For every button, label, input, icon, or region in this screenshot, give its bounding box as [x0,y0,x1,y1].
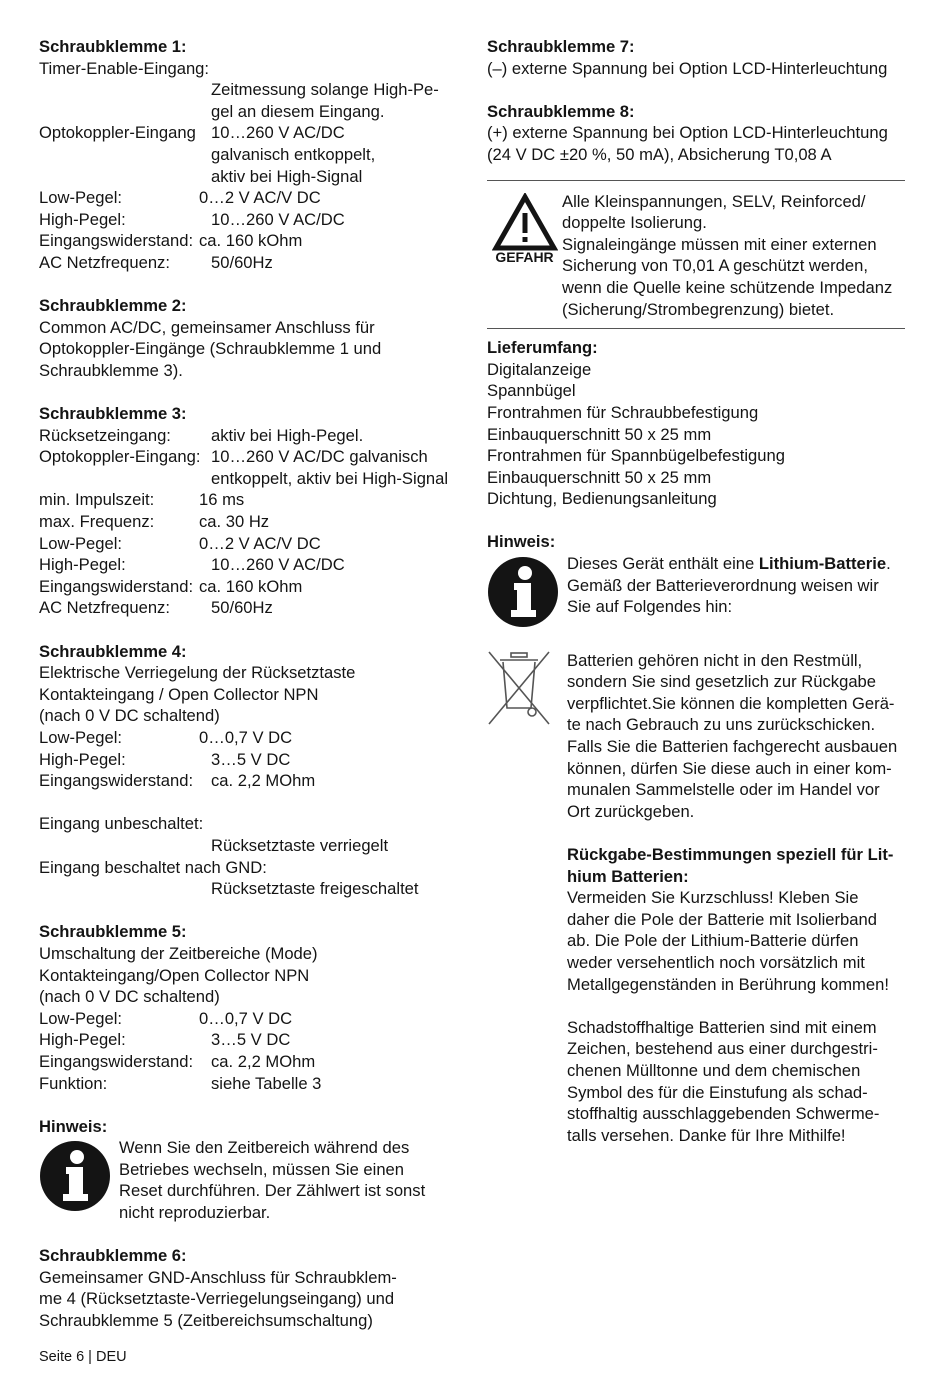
section-heading: Lieferumfang: [487,338,598,358]
spec-row [39,230,459,252]
spec-key: Rücksetzeingang: [39,425,171,445]
spec-key: High-Pegel: [39,1030,126,1050]
spec-row [39,187,459,209]
spec-row [39,511,459,533]
spec-row [39,489,459,511]
text-line: (nach 0 V DC schaltend) [39,987,220,1007]
text-line: Betriebes wechseln, müssen Sie einen [119,1159,405,1179]
spec-row [39,597,459,619]
spec-value: 3…5 V DC [211,1030,291,1050]
info-icon [39,1137,119,1223]
section-heading: Hinweis: [487,532,556,552]
text-line: Sie auf Folgendes hin: [567,597,733,617]
text-line: Batterien gehören nicht in den Restmüll, [567,650,863,670]
text-line: Rücksetztaste verriegelt [211,835,389,855]
spec-key: Eingangswiderstand: [39,1051,194,1071]
text-line: Sicherung von T0,01 A geschützt werden, [562,256,868,276]
spacer [567,822,905,844]
spec-value: 50/60Hz [211,598,273,618]
text-line: weder versehentlich noch vorsätzlich mit [567,952,865,972]
spec-row [39,122,459,144]
spec-row [39,425,459,447]
text-line: können, dürfen Sie diese auch in einer kom- [567,758,892,778]
list-item: Frontrahmen für Spannbügelbefestigung [487,446,785,466]
text-line: Umschaltung der Zeitbereiche (Mode) [39,943,318,963]
text-line: nicht reproduzierbar. [119,1203,271,1223]
section-schraubklemme-6 [39,1245,459,1331]
note-text [567,650,905,1147]
section-heading: Schraubklemme 5: [39,922,187,942]
section-hinweis-left [39,1116,459,1224]
section-heading: Schraubklemme 7: [487,37,635,56]
text-line: Zeichen, bestehend aus einer durchgestri- [567,1039,878,1059]
spec-key: Funktion: [39,1073,108,1093]
section-heading: Schraubklemme 2: [39,296,187,316]
list-item: Einbauquerschnitt 50 x 25 mm [487,424,712,444]
spec-key: AC Netzfrequenz: [39,252,170,272]
spec-value: 3…5 V DC [211,749,291,769]
spec-value: 0…2 V AC/V DC [199,533,321,553]
section-schraubklemme-2 [39,295,459,381]
spec-row [39,576,459,598]
spec-key: Optokoppler-Eingang [39,123,196,143]
text-line: Schadstoffhaltige Batterien sind mit einem [567,1017,877,1037]
text-line: daher die Pole der Batterie mit Isolierband [567,909,877,929]
spec-value: 0…0,7 V DC [199,1008,293,1028]
text-line: Kontakteingang / Open Collector NPN [39,684,319,704]
spec-key: AC Netzfrequenz: [39,598,170,618]
danger-label: GEFAHR [495,248,554,265]
danger-text [562,191,905,321]
text-line: (nach 0 V DC schaltend) [39,706,220,726]
section-hinweis-right [487,531,905,1146]
text-line: chenen Mülltonne und dem chemischen [567,1060,861,1080]
spec-key: Eingangswiderstand: [39,231,194,251]
text-line: gel an diesem Eingang. [211,101,385,121]
text-line: (Sicherung/Strombegrenzung) bietet. [562,299,835,319]
text-line: stoffhaltig ausschlaggebenden Schwerme- [567,1104,880,1124]
spec-key: Low-Pegel: [39,533,123,553]
danger-notice [487,181,905,329]
spec-key: High-Pegel: [39,209,126,229]
text-line: Elektrische Verriegelung der Rücksetztaste [39,663,356,683]
text-line: ab. Die Pole der Lithium-Batterie dürfen [567,931,859,951]
spec-row [39,749,459,771]
text-line: talls versehen. Danke für Ihre Mithilfe! [567,1125,846,1145]
list-item: Frontrahmen für Schraubbefestigung [487,402,759,422]
spec-value: 0…2 V AC/V DC [199,188,321,208]
text-line: Metallgegenständen in Berührung kommen! [567,974,889,994]
list-item: Dichtung, Bedienungsanleitung [487,489,717,509]
spec-row [39,1008,459,1030]
text-line: Symbol des für die Einstufung als schad- [567,1082,868,1102]
text-line: wenn die Quelle keine schützende Impedanz [562,277,893,297]
section-lieferumfang [487,337,905,510]
spec-key: Eingangswiderstand: [39,576,194,596]
spec-value: aktiv bei High-Signal [211,166,363,186]
spec-row [39,1073,459,1095]
note-text [567,553,905,628]
text-line: Eingang beschaltet nach GND: [39,857,267,877]
spec-value: 10…260 V AC/DC [211,555,345,575]
return-heading: Rückgabe-Bestimmungen speziell für Lit- [567,845,894,864]
spacer [39,792,459,814]
spec-row [39,252,459,274]
section-schraubklemme-7 [487,36,905,79]
spec-key: High-Pegel: [39,749,126,769]
text-line: sondern Sie sind gesetzlich zur Rückgabe [567,672,877,692]
spec-value: 10…260 V AC/DC [211,209,345,229]
spec-value: 16 ms [199,490,245,510]
text-line: Gemäß der Batterieverordnung weisen wir [567,575,879,595]
spec-value: 10…260 V AC/DC galvanisch [211,447,428,467]
spec-value: 10…260 V AC/DC [211,123,345,143]
text-line: Reset durchführen. Der Zählwert ist sonst [119,1181,426,1201]
spec-key: Low-Pegel: [39,188,123,208]
spec-row [39,1029,459,1051]
page-footer: Seite 6 | DEU [39,1349,127,1365]
text-line [567,553,905,575]
text-line: Timer-Enable-Eingang: [39,58,210,78]
section-schraubklemme-5 [39,921,459,1094]
list-item: Digitalanzeige [487,359,592,379]
text-line: Schraubklemme 3). [39,360,183,380]
text-line: Zeitmessung solange High-Pe- [211,80,439,100]
crossed-bin-icon [487,650,567,1147]
text-line: Gemeinsamer GND-Anschluss für Schraubklem- [39,1267,397,1287]
text-line: (–) externe Spannung bei Option LCD-Hinterleuchtung [487,58,888,78]
spec-row [39,554,459,576]
warning-triangle-icon [492,193,558,251]
text-line: Rücksetztaste freigeschaltet [211,879,419,899]
spec-value: siehe Tabelle 3 [211,1073,322,1093]
text-line: (+) externe Spannung bei Option LCD-Hinterleuchtung [487,123,888,143]
intro-text: Dieses Gerät enthält eine [567,554,759,574]
text-line: Wenn Sie den Zeitbereich während des [119,1138,410,1158]
text-line: me 4 (Rücksetztaste-Verriegelungseingang) und [39,1289,395,1309]
spec-value: 0…0,7 V DC [199,728,293,747]
section-heading: Schraubklemme 6: [39,1246,187,1266]
text-line: Common AC/DC, gemeinsamer Anschluss für [39,317,375,337]
section-schraubklemme-8 [487,101,905,166]
spec-value: ca. 30 Hz [199,512,270,532]
note-text [119,1137,459,1223]
list-item: Einbauquerschnitt 50 x 25 mm [487,467,712,487]
spec-value: ca. 160 kOhm [199,231,303,251]
divider [487,328,905,329]
text-line: te nach Gebrauch zu uns zurückschicken. [567,715,876,735]
text-line: Optokoppler-Eingänge (Schraubklemme 1 und [39,339,382,359]
left-column [39,36,459,1332]
text-line: Vermeiden Sie Kurzschluss! Kleben Sie [567,888,859,908]
section-heading: Hinweis: [39,1116,108,1136]
intro-end: . [886,554,891,574]
spec-value: galvanisch entkoppelt, [211,144,376,164]
spec-key: Low-Pegel: [39,1008,123,1028]
list-item: Spannbügel [487,381,576,401]
battery-intro [487,553,905,628]
spec-value: 50/60Hz [211,252,273,272]
spec-key: Eingangswiderstand: [39,771,194,791]
spec-key: min. Impulszeit: [39,490,155,510]
text-line: doppelte Isolierung. [562,213,707,233]
spacer [567,995,905,1017]
spec-key: High-Pegel: [39,555,126,575]
text-line: Falls Sie die Batterien fachgerecht ausbauen [567,737,898,757]
spec-value: ca. 160 kOhm [199,576,303,596]
spec-key: Optokoppler-Eingang: [39,447,201,467]
spec-row [39,209,459,231]
spec-value: ca. 2,2 MOhm [211,1051,316,1071]
section-schraubklemme-4 [39,641,459,900]
text-line: Eingang unbeschaltet: [39,814,204,834]
spec-value: aktiv bei High-Pegel. [211,425,364,445]
battery-disposal [487,650,905,1147]
text-line: munalen Sammelstelle oder im Handel vor [567,780,880,800]
section-heading: Schraubklemme 8: [487,101,635,121]
text-line: Signaleingänge müssen mit einer externen [562,234,877,254]
spec-row [39,533,459,555]
danger-box [487,191,562,321]
spec-row [39,727,459,749]
info-icon [487,553,567,628]
text-line: Ort zurückgeben. [567,801,695,821]
info-note [39,1137,459,1223]
text-line: verpflichtet.Sie können die kompletten Gerä- [567,693,895,713]
text-line: (24 V DC ±20 %, 50 mA), Absicherung T0,08 A [487,144,832,164]
section-schraubklemme-1 [39,36,459,274]
intro-bold: Lithium-Batterie [758,554,887,574]
spec-value: ca. 2,2 MOhm [211,771,316,791]
spec-key: Low-Pegel: [39,728,123,747]
spec-key: max. Frequenz: [39,512,155,532]
return-heading: hium Batterien: [567,866,689,886]
section-schraubklemme-3 [39,403,459,619]
section-heading: Schraubklemme 3: [39,404,187,424]
section-heading: Schraubklemme 4: [39,641,187,661]
spec-value: entkoppelt, aktiv bei High-Signal [211,468,449,488]
right-column [487,36,905,1146]
section-heading: Schraubklemme 1: [39,37,187,56]
spec-row [39,1051,459,1073]
spec-row [39,446,459,468]
text-line: Schraubklemme 5 (Zeitbereichsumschaltung) [39,1311,373,1331]
text-line: Kontakteingang/Open Collector NPN [39,965,310,985]
spec-row [39,770,459,792]
text-line: Alle Kleinspannungen, SELV, Reinforced/ [562,191,866,211]
